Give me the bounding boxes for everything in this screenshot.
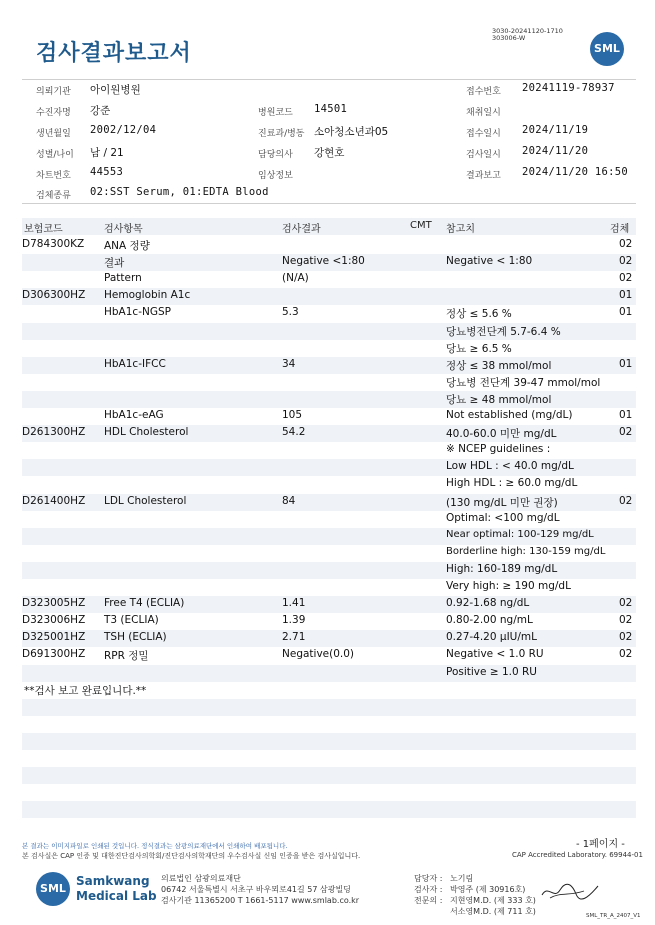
report-date-label: 결과보고	[466, 171, 501, 181]
cell-item: RPR 정밀	[104, 650, 149, 663]
recipient-value: 강준	[90, 105, 111, 117]
org-address: 06742 서울특별시 서초구 바우뫼로41길 57 삼광빌딩	[161, 885, 351, 894]
staff-value-1: 노기림	[450, 874, 474, 883]
report-date-value: 2024/11/20 16:50	[522, 166, 628, 178]
cell-reference: High HDL : ≥ 60.0 mg/dL	[446, 477, 578, 490]
cell-specimen: 02	[619, 631, 633, 644]
col-header-code: 보험코드	[24, 224, 63, 235]
cell-specimen: 02	[619, 238, 633, 250]
cell-item: Pattern	[104, 272, 142, 285]
dept-value: 소아청소년과05	[314, 126, 389, 138]
cell-reference: Near optimal: 100-129 mg/dL	[446, 528, 594, 540]
cell-item: ANA 정량	[104, 240, 150, 252]
cell-code: D323006HZ	[22, 614, 86, 627]
clinical-label: 임상정보	[258, 171, 293, 181]
receipt-no-label: 접수번호	[466, 87, 501, 97]
cell-result: 1.39	[282, 614, 306, 627]
cell-code: D323005HZ	[22, 597, 86, 610]
staff-value-3: 지현영M.D. (제 333 호)	[450, 896, 536, 905]
sex-age-value: 남 / 21	[90, 147, 124, 159]
staff-value-2: 박영주 (제 30916호)	[450, 885, 526, 894]
report-code-line1: 3030-20241120-1710	[492, 27, 563, 35]
staff-value-4: 서소영M.D. (제 711 호)	[450, 907, 536, 916]
col-header-item: 검사항목	[104, 224, 143, 235]
cell-reference: 정상 ≤ 38 mmol/mol	[446, 359, 552, 372]
cell-reference: 0.92-1.68 ng/dL	[446, 597, 530, 610]
cell-code: D261300HZ	[22, 426, 86, 439]
cell-reference: Negative < 1:80	[446, 255, 533, 268]
hosp-code-value: 14501	[314, 103, 348, 115]
cell-result: 34	[282, 357, 296, 370]
cell-specimen: 02	[619, 614, 633, 627]
empty-row-stripe	[22, 767, 636, 784]
staff-label-1: 담당자 :	[414, 874, 443, 883]
cell-reference: 0.80-2.00 ng/mL	[446, 614, 533, 627]
cell-result: 5.3	[282, 306, 299, 319]
receipt-date-value: 2024/11/19	[522, 124, 589, 136]
form-code: SML_TR_A_2407_V1	[586, 913, 641, 919]
staff-label-2: 검사자 :	[414, 885, 443, 894]
hosp-code-label: 병원코드	[258, 108, 293, 118]
cell-reference: High: 160-189 mg/dL	[446, 562, 558, 575]
col-header-result: 검사결과	[282, 224, 321, 235]
row-stripe	[22, 665, 636, 682]
cell-result: (N/A)	[282, 272, 309, 285]
cell-item: HDL Cholesterol	[104, 426, 189, 439]
cell-specimen: 02	[619, 597, 633, 610]
cell-item: 결과	[104, 257, 125, 270]
cell-reference: Low HDL : < 40.0 mg/dL	[446, 460, 574, 473]
cell-reference: Not established (mg/dL)	[446, 409, 573, 421]
cell-result: 1.41	[282, 597, 306, 610]
cell-result: Negative(0.0)	[282, 648, 355, 661]
cell-item: TSH (ECLIA)	[104, 631, 167, 644]
cell-code: D261400HZ	[22, 494, 86, 507]
cell-reference: 40.0-60.0 미만 mg/dL	[446, 428, 557, 441]
sml-footer-logo: SML	[36, 872, 70, 906]
cell-code: D325001HZ	[22, 631, 86, 644]
cell-reference: Optimal: <100 mg/dL	[446, 511, 560, 524]
cell-item: Hemoglobin A1c	[104, 289, 191, 302]
specimen-type-label: 검체종류	[36, 191, 71, 201]
cell-item: HbA1c-NGSP	[104, 306, 171, 319]
cap-accreditation: CAP Accredited Laboratory. 69944-01	[512, 851, 643, 859]
cell-reference: (130 mg/dL 미만 권장)	[446, 496, 558, 509]
cell-reference: ※ NCEP guidelines :	[446, 443, 551, 456]
cell-reference: Negative < 1.0 RU	[446, 648, 544, 661]
col-header-ref: 참고치	[446, 224, 475, 235]
receipt-date-label: 접수일시	[466, 129, 501, 139]
empty-row-stripe	[22, 699, 636, 716]
dept-label: 진료과/병동	[258, 129, 305, 139]
cell-code: D306300HZ	[22, 289, 86, 302]
cell-reference: Very high: ≥ 190 mg/dL	[446, 580, 571, 592]
col-header-cmt: CMT	[410, 220, 432, 231]
specimen-type-value: 02:SST Serum, 01:EDTA Blood	[90, 186, 269, 198]
hospital-label: 의뢰기관	[36, 87, 71, 97]
cell-code: D691300HZ	[22, 648, 86, 661]
sex-age-label: 성별/나이	[36, 150, 74, 160]
cell-item: Free T4 (ECLIA)	[104, 597, 185, 610]
footer-note-image: 본 결과는 이미지파일로 인쇄된 것입니다. 정식결과는 삼광의료재단에서 인쇄하여 배포됩니다.	[22, 842, 288, 850]
cell-reference: 당뇨 ≥ 6.5 %	[446, 342, 512, 355]
staff-label-3: 전문의 :	[414, 896, 443, 905]
birth-label: 생년월일	[36, 129, 71, 139]
cell-specimen: 02	[619, 494, 633, 507]
logo-text-medical-lab: Medical Lab	[76, 889, 157, 903]
cell-specimen: 02	[619, 255, 633, 268]
test-date-value: 2024/11/20	[522, 145, 589, 157]
org-contact: 검사기관 11365200 T 1661-5117 www.smlab.co.kr	[161, 896, 360, 905]
info-top-divider	[22, 79, 636, 80]
page-title: 검사결과보고서	[36, 41, 192, 66]
sml-logo-badge: SML	[590, 32, 624, 66]
logo-text-samkwang: Samkwang	[76, 874, 150, 888]
cell-item: T3 (ECLIA)	[104, 614, 159, 627]
cell-specimen: 01	[619, 306, 633, 319]
cell-item: LDL Cholesterol	[104, 494, 187, 507]
cell-reference: 0.27-4.20 μIU/mL	[446, 631, 537, 644]
cell-result: 2.71	[282, 631, 306, 644]
report-code-line2: 303006-W	[492, 34, 526, 42]
test-date-label: 검사일시	[466, 150, 501, 160]
cell-result: 84	[282, 494, 296, 507]
cell-specimen: 02	[619, 648, 633, 661]
cell-reference: Borderline high: 130-159 mg/dL	[446, 545, 606, 557]
cell-result: 105	[282, 409, 303, 421]
info-bottom-divider	[22, 203, 636, 204]
birth-value: 2002/12/04	[90, 124, 157, 136]
cell-item: HbA1c-IFCC	[104, 357, 166, 370]
report-complete-note: **검사 보고 완료입니다.**	[24, 684, 147, 697]
cell-code: D784300KZ	[22, 238, 85, 250]
cell-specimen: 01	[619, 289, 633, 302]
cell-result: 54.2	[282, 426, 306, 439]
doctor-label: 담당의사	[258, 150, 293, 160]
cell-specimen: 02	[619, 272, 633, 285]
footer-note-cap: 본 검사실은 CAP 인증 및 대한진단검사의학회/진단검사의학재단의 우수검사실 신임 인증을 받은 검사실입니다.	[22, 852, 361, 860]
doctor-value: 강현호	[314, 147, 345, 159]
empty-row-stripe	[22, 733, 636, 750]
cell-specimen: 01	[619, 409, 633, 421]
receipt-no-value: 20241119-78937	[522, 82, 615, 94]
cell-specimen: 01	[619, 357, 633, 370]
empty-row-stripe	[22, 801, 636, 818]
cell-reference: Positive ≥ 1.0 RU	[446, 665, 537, 678]
cell-item: HbA1c-eAG	[104, 409, 164, 421]
page-number: - 1페이지 -	[576, 839, 625, 850]
chart-no-label: 차트번호	[36, 171, 71, 181]
org-name: 의료법인 삼광의료재단	[161, 874, 241, 883]
collect-date-label: 채취일시	[466, 108, 501, 118]
hospital-value: 아이원병원	[90, 84, 141, 96]
col-header-specimen: 검체	[610, 224, 630, 235]
signature-image	[540, 880, 600, 902]
cell-reference: 당뇨 ≥ 48 mmol/mol	[446, 393, 552, 406]
cell-reference: 당뇨병전단계 5.7-6.4 %	[446, 325, 561, 338]
recipient-label: 수진자명	[36, 108, 71, 118]
chart-no-value: 44553	[90, 166, 124, 178]
cell-result: Negative <1:80	[282, 255, 365, 268]
cell-specimen: 02	[619, 426, 633, 439]
cell-reference: 정상 ≤ 5.6 %	[446, 308, 512, 321]
cell-reference: 당뇨병 전단계 39-47 mmol/mol	[446, 376, 601, 389]
